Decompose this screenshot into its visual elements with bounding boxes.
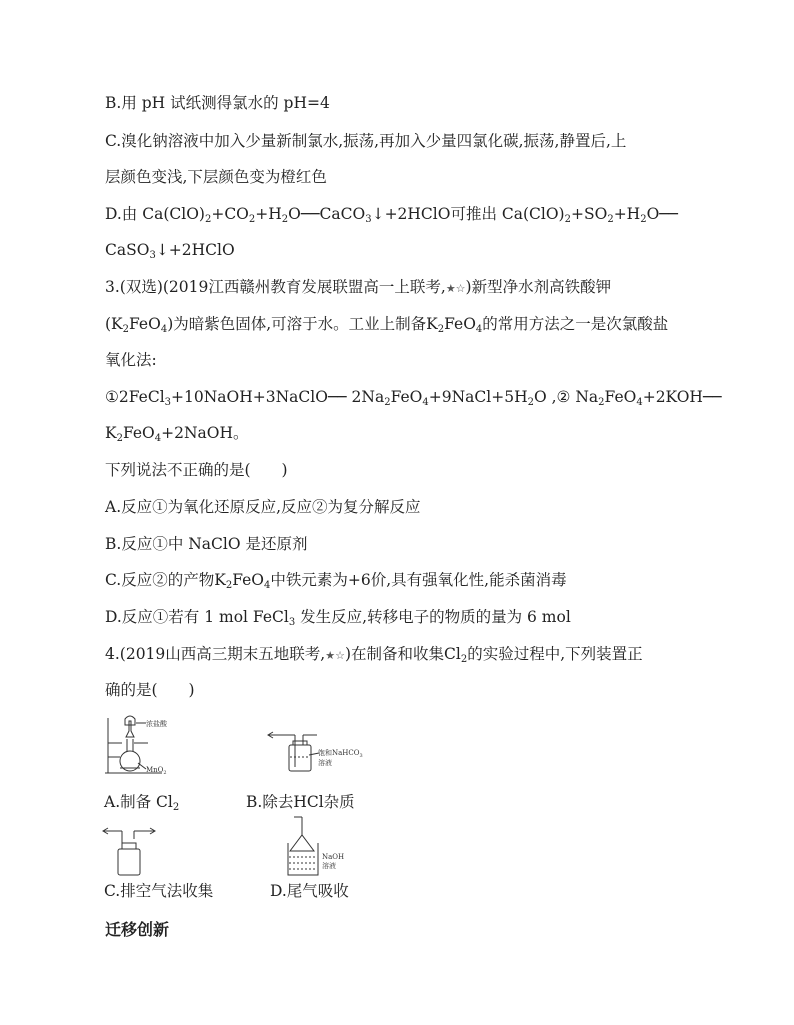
label-solution-b: 溶液 [318, 759, 332, 767]
q3-equation-line1: ①2FeCl$_3$+10NaOH+3NaClO── $2Na_2FeO_4+9NaCl+5H_2O$ ,② $Na_2FeO_4+2KOH──$ [105, 388, 722, 408]
q3-option-d: D.反应①若有 1 mol FeCl$_3$ 发生反应,转移电子的物质的量为 6 mol [105, 608, 571, 628]
q2-option-d-line1: D.由 $Ca(ClO)_2+CO_2+H_2O──CaCO_3↓+2HClO$可推出 $Ca(ClO)_2+SO_2+H_2O──$ [105, 205, 678, 225]
figure-b-wash-bottle [265, 727, 365, 775]
section-title: 迁移创新 [105, 920, 170, 939]
q3-option-a: A.反应①为氧化还原反应,反应②为复分解反应 [105, 498, 421, 516]
q2-option-d-line2: CaSO$_3$↓+2HClO [105, 241, 235, 261]
figure-c-collection-bottle [100, 823, 160, 879]
label-naoh: NaOH [322, 853, 345, 861]
q3-option-c: C.反应②的产物$K_2FeO_4$中铁元素为+6价,具有强氧化性,能杀菌消毒 [105, 571, 567, 591]
difficulty-star-icon: ★☆ [445, 282, 466, 295]
q3-option-b: B.反应①中 NaClO 是还原剂 [105, 535, 308, 553]
label-mno2: MnO$_2$ [146, 766, 167, 775]
label-nahco3: 饱和NaHCO$_3$ [318, 749, 363, 759]
q3-heading-line2: $(K_2FeO_4)$为暗紫色固体,可溶于水。工业上制备$K_2FeO_4$的常用方法之一是次氯酸盐 [105, 315, 669, 335]
q2-option-c-line2: 层颜色变浅,下层颜色变为橙红色 [105, 168, 327, 186]
q2-option-c-line1: C.溴化钠溶液中加入少量新制氯水,振荡,再加入少量四氯化碳,振荡,静置后,上 [105, 132, 627, 150]
figure-a-apparatus [100, 713, 180, 775]
q2-option-b: B.用 pH 试纸测得氯水的 pH=4 [105, 94, 330, 112]
q4-heading-line2: 确的是( ) [105, 681, 195, 699]
q4-heading-line1: 4.(2019山西高三期末五地联考,★☆)在制备和收集$Cl_2$的实验过程中,下列装置正 [105, 645, 643, 665]
caption-d: D.尾气吸收 [270, 882, 349, 900]
label-solution-d: 溶液 [322, 862, 336, 870]
caption-a: A.制备 $Cl_2$ [104, 793, 180, 813]
caption-c: C.排空气法收集 [104, 882, 214, 900]
difficulty-star-icon: ★☆ [325, 649, 345, 662]
q3-equation-line2: $K_2FeO_4+2NaOH$。 [105, 424, 249, 444]
figure-d-absorption-beaker [282, 815, 372, 879]
label-conc-hcl: 浓盐酸 [146, 720, 167, 728]
q3-stem: 下列说法不正确的是( ) [105, 461, 288, 479]
q3-heading-line3: 氧化法: [105, 351, 157, 369]
caption-b: B.除去HCl杂质 [246, 793, 355, 811]
q3-heading-line1: 3.(双选)(2019江西赣州教育发展联盟高一上联考,★☆)新型净水剂高铁酸钾 [105, 278, 612, 296]
